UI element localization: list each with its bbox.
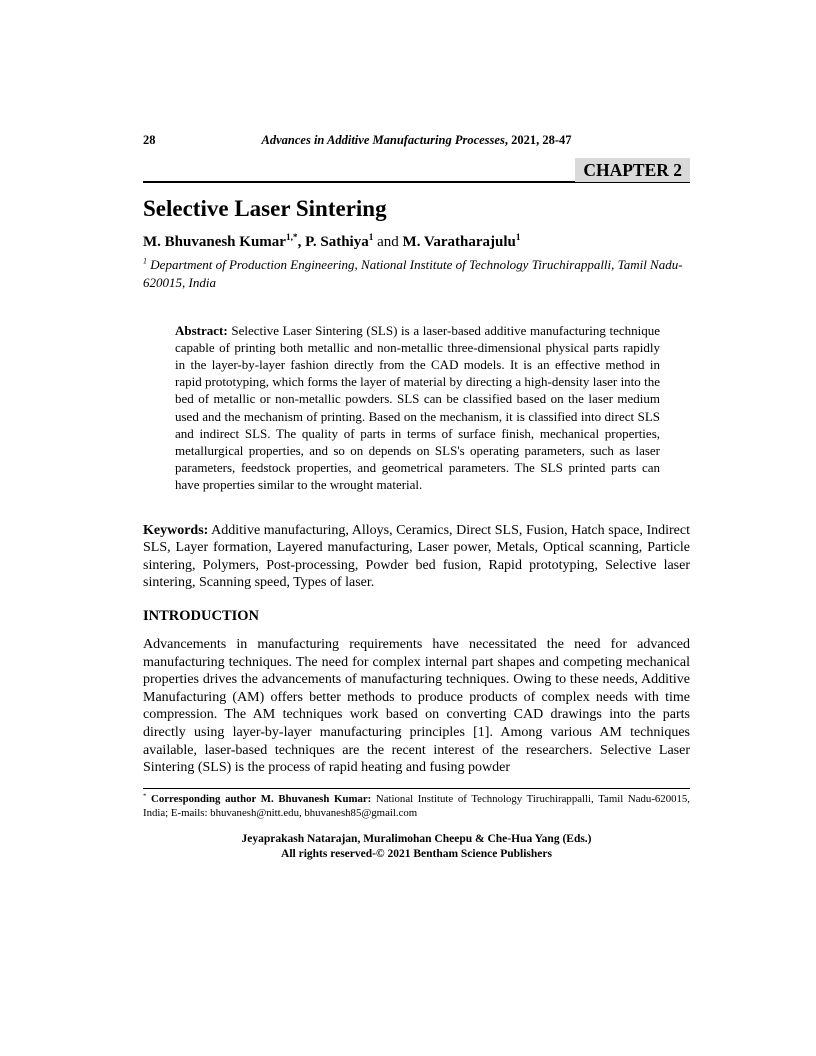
author-name: M. Bhuvanesh Kumar [143, 234, 286, 251]
author-name: P. Sathiya [305, 234, 369, 251]
author-name: M. Varatharajulu [402, 234, 516, 251]
section-heading-introduction: INTRODUCTION [143, 607, 260, 624]
running-title-issue: , 2021, 28-47 [504, 133, 572, 147]
abstract-label: Abstract: [175, 322, 228, 338]
chapter-banner [143, 158, 690, 183]
chapter-title: Selective Laser Sintering [143, 196, 387, 221]
corresponding-author-footnote [143, 792, 690, 820]
footnote-marker: * [143, 792, 147, 800]
page-header [143, 133, 690, 149]
author-line [143, 234, 690, 251]
running-title-journal: Advances in Additive Manufacturing Processes [261, 133, 505, 147]
chapter-label: CHAPTER 2 [575, 158, 690, 182]
introduction-paragraph: Advancements in manufacturing requirements have necessitated the need for advanced manufacturing techniques. The need for complex internal part shapes and competing mechanical properties drives the advancements of manufacturing techniques. Owing to these needs, Additive Manufacturing (AM) offers better methods to produce products of complex needs with time compression. The AM techniques work based on converting CAD drawings into the parts directly using layer-by-layer manufacturing principles [1]. Among various AM techniques available, laser-based techniques are the recent interest of the researchers. Selective Laser Sintering (SLS) is the process of rapid heating and fusing powder [143, 636, 690, 776]
publisher-footer [143, 832, 690, 862]
affiliation-text: Department of Production Engineering, National Institute of Technology Tiruchirappalli, Tamil Nadu-620015, India [143, 257, 683, 290]
affiliation [143, 256, 690, 291]
keywords [143, 522, 690, 592]
author-separator: , [297, 234, 306, 251]
author-affil-marker: 1 [368, 233, 374, 244]
abstract [175, 322, 660, 494]
footnote-separator [143, 788, 690, 789]
keywords-label: Keywords: [143, 522, 209, 538]
footnote-text: National Institute of Technology Tiruchirappalli, Tamil Nadu-620015, India; E-mails: bhuvanesh@nitt.edu, bhuvanesh85@gmail.com [143, 792, 690, 819]
author-separator: and [373, 234, 403, 251]
footnote-label: Corresponding author M. Bhuvanesh Kumar: [146, 792, 372, 805]
copyright-line: All rights reserved-© 2021 Bentham Science Publishers [281, 847, 552, 860]
running-title [143, 133, 690, 148]
editors-line: Jeyaprakash Natarajan, Muralimohan Cheepu & Che-Hua Yang (Eds.) [241, 832, 592, 845]
author-affil-marker: 1,* [285, 233, 298, 244]
keywords-text: Additive manufacturing, Alloys, Ceramics, Direct SLS, Fusion, Hatch space, Indirect SLS, Layer formation, Layered manufacturing, Laser power, Metals, Optical scanning, Particle sintering, Polymers, Post-processing, Powder bed fusion, Rapid prototyping, Selective laser sintering, Scanning speed, Types of laser. [143, 522, 690, 591]
affiliation-marker: 1 [143, 257, 148, 267]
author-affil-marker: 1 [515, 233, 521, 244]
abstract-text: Selective Laser Sintering (SLS) is a laser-based additive manufacturing technique capable of printing both metallic and non-metallic three-dimensional physical parts rapidly in the layer-by-layer fashion directly from the CAD models. It is an effective method in rapid prototyping, which forms the layer of material by directing a high-density laser into the bed of metallic or non-metallic powders. SLS can be classified based on the laser medium used and the mechanism of printing. Based on the mechanism, it is classified into direct SLS and indirect SLS. The quality of parts in terms of surface finish, mechanical properties, metallurgical properties, and so on depends on SLS's operating parameters, such as laser parameters, feedstock properties, and geometrical parameters. The SLS printed parts can have properties similar to the wrought material. [175, 322, 660, 493]
page-number: 28 [143, 133, 156, 147]
